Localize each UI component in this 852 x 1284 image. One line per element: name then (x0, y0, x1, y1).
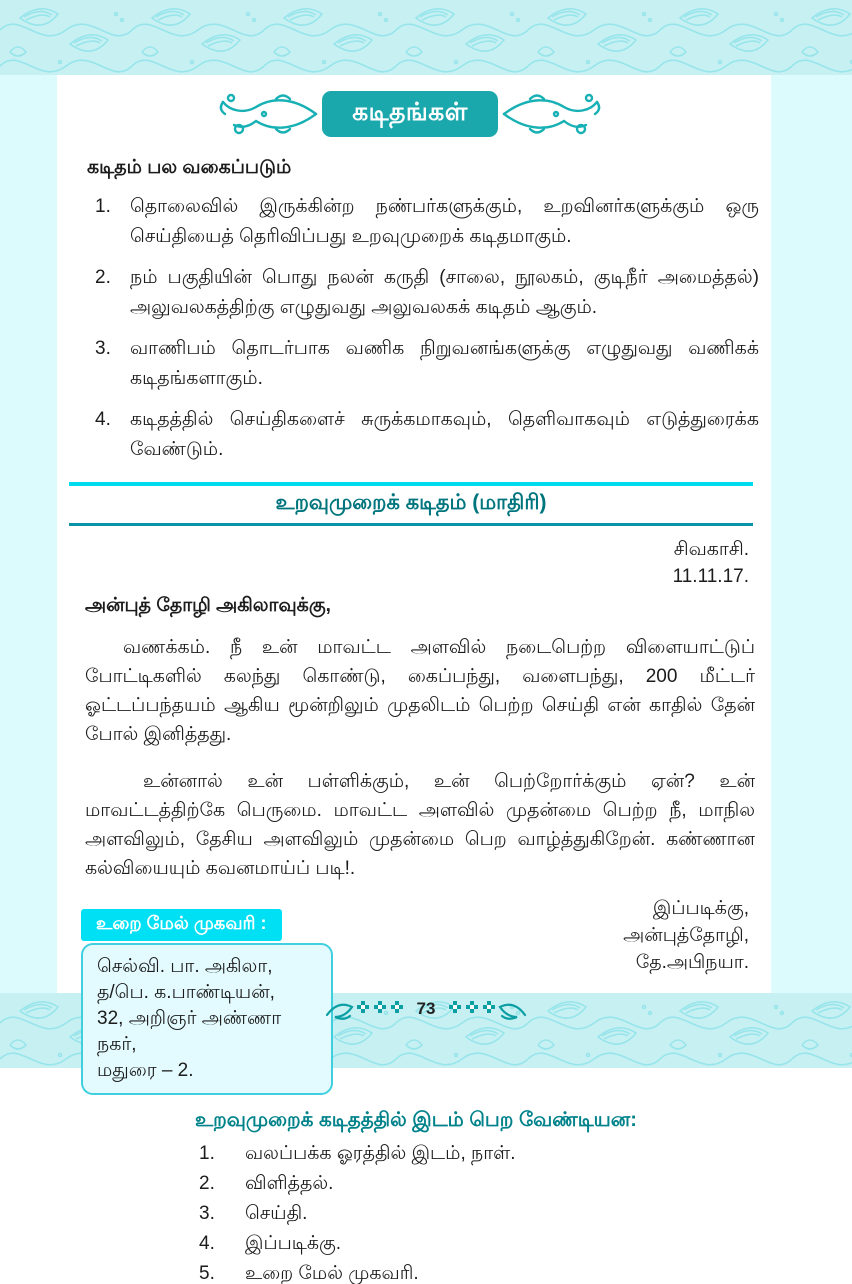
checklist-heading: உறவுமுறைக் கடிதத்தில் இடம் பெற வேண்டியன: (195, 1109, 637, 1131)
letter-paragraph-2: உன்னால் உன் பள்ளிக்கும், உன் பெற்றோர்க்கும் ஏன்? உன் மாவட்டத்திற்கே பெருமை. மாவட்ட அளவில் முதன்மை பெற்ற நீ, மாநில அளவிலும், தேசிய அளவிலும் முதன்மை பெற வாழ்த்துகிறேன். கண்ணான கல்வியையும் கவனமாய்ப் படி!. (85, 771, 755, 879)
address-label: உறை மேல் முகவரி : (81, 909, 282, 941)
list-number: 2. (199, 1173, 215, 1194)
letter-closing (623, 895, 749, 1095)
list-number: 4. (199, 1233, 215, 1254)
list-text: நம் பகுதியின் பொது நலன் கருதி (சாலை, நூலகம், குடிநீர் அமைத்தல்) அலுவலகத்திற்கு எழுதுவது அலுவலகக் கடிதம் ஆகும். (130, 267, 759, 318)
letter-salutation: அன்புத் தோழி அகிலாவுக்கு, (85, 595, 331, 616)
closing-line: தே.அபிநயா. (635, 952, 749, 973)
list-number: 5. (199, 1263, 215, 1284)
section-heading: உறவுமுறைக் கடிதம் (மாதிரி) (275, 491, 547, 514)
letter-place: சிவகாசி. (673, 539, 749, 560)
letter-date: 11.11.17. (672, 566, 749, 587)
list-item (95, 192, 763, 252)
list-text: தொலைவில் இருக்கின்ற நண்பர்களுக்கும், உறவினர்களுக்கும் ஒரு செய்தியைத் தெரிவிப்பது உறவுமுறைக் கடிதமாகும். (130, 196, 759, 247)
chapter-title: கடிதங்கள் (322, 91, 498, 137)
address-line: 32, அறிஞர் அண்ணா நகர், (97, 1008, 282, 1055)
checklist-item (195, 1143, 763, 1164)
list-text: செய்தி. (245, 1203, 308, 1224)
list-number: 1. (199, 1143, 215, 1164)
closing-line: இப்படிக்கு, (652, 898, 749, 919)
floral-flourish-left-icon (214, 90, 318, 138)
address-line: த/பெ. க.பாண்டியன், (97, 982, 275, 1003)
floral-flourish-right-icon (502, 90, 606, 138)
address-line: மதுரை – 2. (97, 1060, 194, 1081)
divider-line-bottom (69, 523, 753, 526)
footer-ornament-left-icon (325, 998, 405, 1020)
list-text: உறை மேல் முகவரி. (245, 1263, 419, 1284)
intro-heading: கடிதம் பல வகைப்படும் (87, 157, 292, 178)
page-footer (0, 998, 852, 1020)
section-heading-block (69, 482, 753, 526)
letter-place-date (57, 536, 749, 590)
list-item (95, 334, 763, 394)
footer-ornament-right-icon (447, 998, 527, 1020)
address-line: செல்வி. பா. அகிலா, (97, 956, 273, 977)
letter-types-list (57, 192, 763, 465)
page-number: 73 (416, 999, 436, 1018)
letter-checklist (195, 1109, 763, 1284)
list-number: 1. (95, 196, 111, 217)
list-text: வலப்பக்க ஓரத்தில் இடம், நாள். (245, 1143, 516, 1164)
list-text: இப்படிக்கு. (245, 1233, 342, 1254)
list-item (95, 405, 763, 465)
list-number: 3. (95, 338, 111, 359)
list-text: விளித்தல். (245, 1173, 334, 1194)
checklist-item (195, 1203, 763, 1224)
list-item (95, 263, 763, 323)
closing-line: அன்புத்தோழி, (623, 925, 749, 946)
list-number: 2. (95, 267, 111, 288)
checklist-item (195, 1173, 763, 1194)
letter-paragraph-1: வணக்கம். நீ உன் மாவட்ட அளவில் நடைபெற்ற விளையாட்டுப் போட்டிகளில் கலந்து கொண்டு, கைப்பந்து, வளைபந்து, 200 மீட்டர் ஓட்டப்பந்தயம் ஆகிய மூன்றிலும் முதலிடம் பெற்ற செய்தி என் காதில் தேன் போல் இனித்தது. (85, 637, 755, 745)
list-number: 4. (95, 409, 111, 430)
closing-address-row (81, 895, 749, 1095)
checklist-item (195, 1233, 763, 1254)
chapter-title-row (57, 88, 763, 140)
leaf-border-pattern-top-icon (0, 0, 852, 75)
list-text: கடிதத்தில் செய்திகளைச் சுருக்கமாகவும், தெளிவாகவும் எடுத்துரைக்க வேண்டும். (130, 409, 759, 460)
checklist-item (195, 1263, 763, 1284)
list-text: வாணிபம் தொடர்பாக வணிக நிறுவனங்களுக்கு எழுதுவது வணிகக் கடிதங்களாகும். (130, 338, 759, 389)
list-number: 3. (199, 1203, 215, 1224)
